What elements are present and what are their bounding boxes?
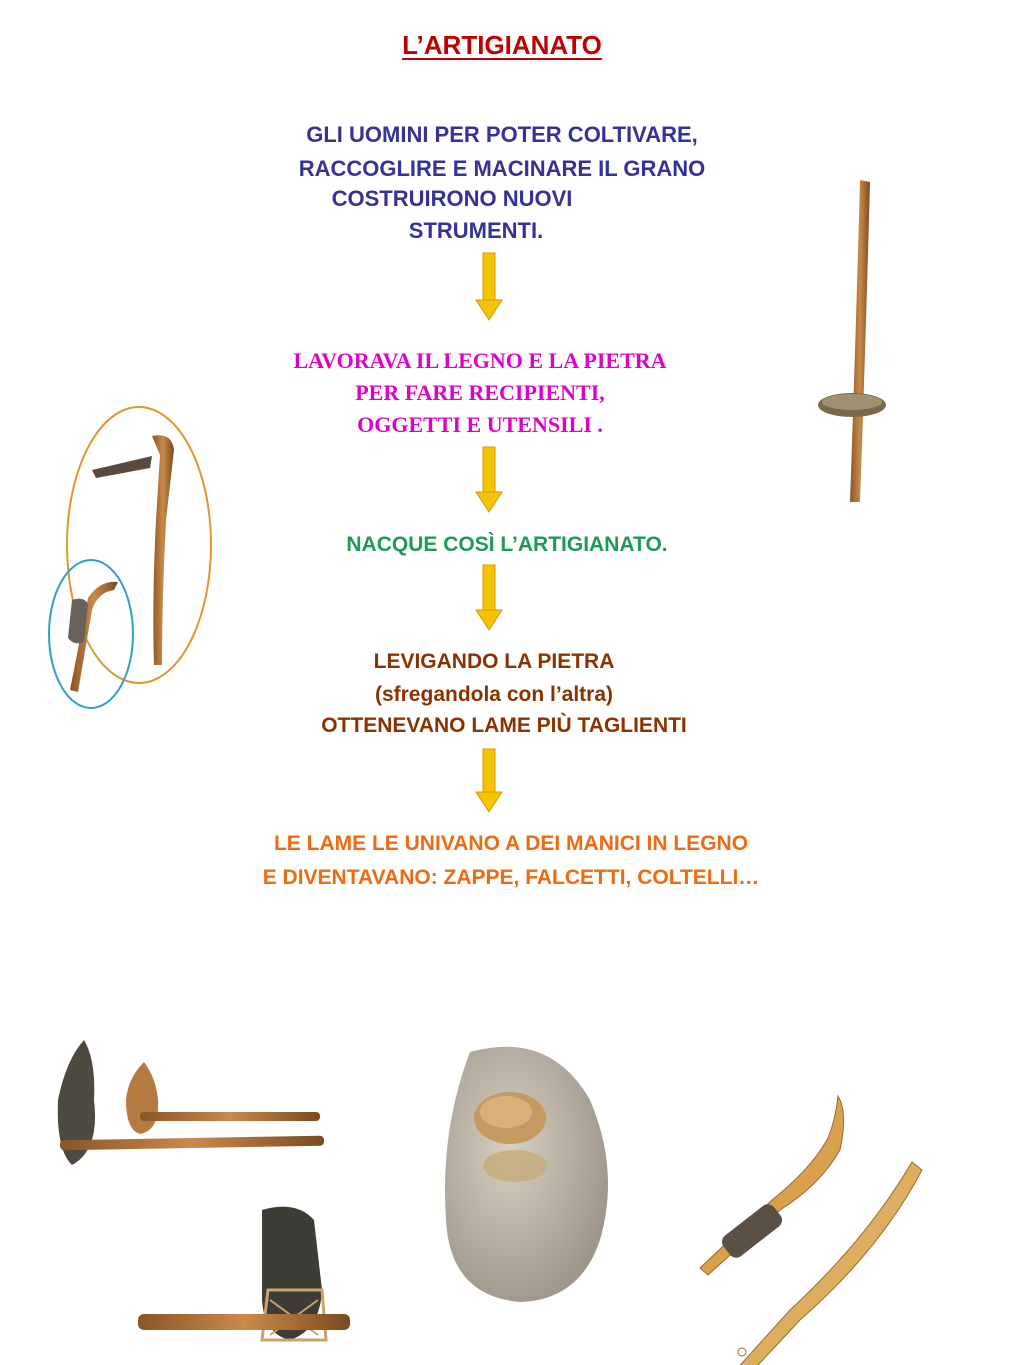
- hafted-axe-icon: [138, 1207, 350, 1340]
- grinding-stone-icon: [445, 1047, 608, 1302]
- polish-line-3: OTTENEVANO LAME PIÙ TAGLIENTI: [321, 714, 687, 737]
- polish-line-2: (sfregandola con l’altra): [374, 683, 614, 706]
- wood-line-2: PER FARE RECIPIENTI,: [355, 380, 605, 405]
- handles-line-2: E DIVENTAVANO: ZAPPE, FALCETTI, COLTELLI…: [262, 866, 760, 889]
- wood-line-3: OGGETTI E UTENSILI .: [357, 412, 603, 437]
- craft-text: NACQUE COSÌ L’ARTIGIANATO.: [346, 533, 668, 556]
- spindle-icon: [818, 180, 886, 502]
- bone-knives-icon: [700, 1096, 922, 1365]
- sickle-tool-icon: [67, 407, 211, 683]
- arrow-3-icon: [476, 565, 502, 630]
- intro-line-1: GLI UOMINI PER POTER COLTIVARE,: [306, 122, 698, 147]
- intro-line-3: COSTRUIRONO NUOVI: [331, 186, 573, 211]
- intro-line-4: STRUMENTI.: [408, 218, 544, 243]
- polish-line-1: LEVIGANDO LA PIETRA: [373, 650, 615, 673]
- arrow-1-icon: [476, 253, 502, 320]
- arrow-4-icon: [476, 749, 502, 812]
- page-title: L’ARTIGIANATO: [402, 30, 602, 60]
- intro-line-2: RACCOGLIRE E MACINARE IL GRANO: [298, 156, 706, 181]
- wood-line-1: LAVORAVA IL LEGNO E LA PIETRA: [293, 348, 667, 373]
- hoe-tool-icon: [49, 560, 133, 708]
- stone-hammers-icon: [58, 1040, 324, 1165]
- arrow-2-icon: [476, 447, 502, 512]
- handles-line-1: LE LAME LE UNIVANO A DEI MANICI IN LEGNO: [273, 832, 749, 855]
